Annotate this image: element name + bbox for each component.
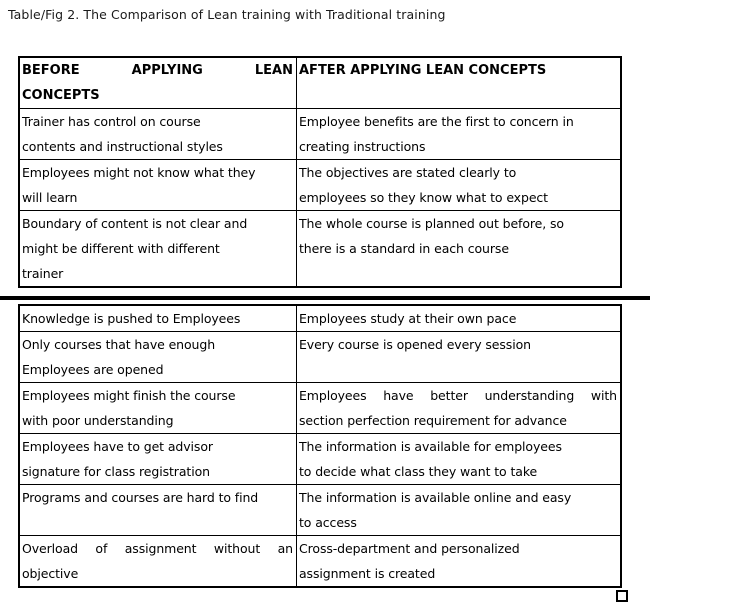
cell-text-line: will learn [22,190,78,205]
cell-before-lean [20,434,297,484]
comparison-table-part-2 [18,304,622,588]
cell-before-lean [20,160,297,210]
cell-after-lean [297,306,620,331]
cell-text-line: objective [22,566,79,581]
cell-after-lean [297,383,620,433]
cell-text-line: Programs and courses are hard to find [22,490,259,505]
cell-text-line: AFTER APPLYING LEAN CONCEPTS [299,63,547,78]
cell-after-lean [297,434,620,484]
cell-text-line: Trainer has control on course [22,114,201,129]
cell-text-line: Employees have better understanding with [299,388,617,403]
comparison-table-part-1 [18,56,622,288]
cell-before-lean [20,211,297,286]
cell-after-lean [297,332,620,382]
cell-text-line: The whole course is planned out before, so [299,216,564,231]
cell-text-line: The information is available for employees [299,439,562,454]
cell-text-line: contents and instructional styles [22,139,223,154]
cell-after-lean [297,485,620,535]
cell-text-line: Employee benefits are the first to concern in [299,114,574,129]
cell-before-lean [20,109,297,159]
cell-before-lean [20,332,297,382]
cell-after-lean [297,109,620,159]
cell-text-line: BEFORE APPLYING LEAN [22,63,293,78]
cell-text-line: to access [299,515,357,530]
cell-text-line: Employees might finish the course [22,388,236,403]
cell-text-line: CONCEPTS [22,88,100,103]
page-break-divider [0,296,650,300]
cell-text-line: Employees have to get advisor [22,439,213,454]
table-row [20,382,620,433]
table-row [20,433,620,484]
cell-before-lean [20,58,297,108]
table-row [20,331,620,382]
cell-before-lean [20,536,297,586]
table-row [20,306,620,331]
cell-text-line: Overload of assignment without an [22,541,293,556]
table-row [20,159,620,210]
cell-text-line: there is a standard in each course [299,241,509,256]
table-row [20,535,620,586]
cell-text-line: Boundary of content is not clear and [22,216,248,231]
cell-text-line: assignment is created [299,566,436,581]
cell-text-line: The information is available online and easy [299,490,572,505]
cell-before-lean [20,383,297,433]
cell-text-line: Only courses that have enough [22,337,216,352]
cell-text-line: Employees might not know what they [22,165,256,180]
cell-text-line: section perfection requirement for advance [299,413,567,428]
table-row [20,484,620,535]
cell-text-line: to decide what class they want to take [299,464,538,479]
cell-text-line: Knowledge is pushed to Employees [22,311,241,326]
cell-text-line: with poor understanding [22,413,174,428]
cell-before-lean [20,306,297,331]
cell-text-line: The objectives are stated clearly to [299,165,517,180]
table-caption: Table/Fig 2. The Comparison of Lean training with Traditional training [8,7,446,22]
cell-text-line: signature for class registration [22,464,210,479]
cell-text-line: Employees study at their own pace [299,311,517,326]
cell-after-lean [297,536,620,586]
cell-text-line: employees so they know what to expect [299,190,548,205]
cell-after-lean [297,211,620,286]
cell-text-line: might be different with different [22,241,220,256]
table-row [20,210,620,286]
cell-before-lean [20,485,297,535]
table-row [20,108,620,159]
cell-text-line: Cross-department and personalized [299,541,520,556]
cell-text-line: Every course is opened every session [299,337,531,352]
cell-text-line: trainer [22,266,64,281]
table-resize-handle[interactable] [616,590,628,602]
cell-text-line: Employees are opened [22,362,164,377]
cell-text-line: creating instructions [299,139,426,154]
table-header-row [20,58,620,108]
cell-after-lean [297,58,620,108]
cell-after-lean [297,160,620,210]
